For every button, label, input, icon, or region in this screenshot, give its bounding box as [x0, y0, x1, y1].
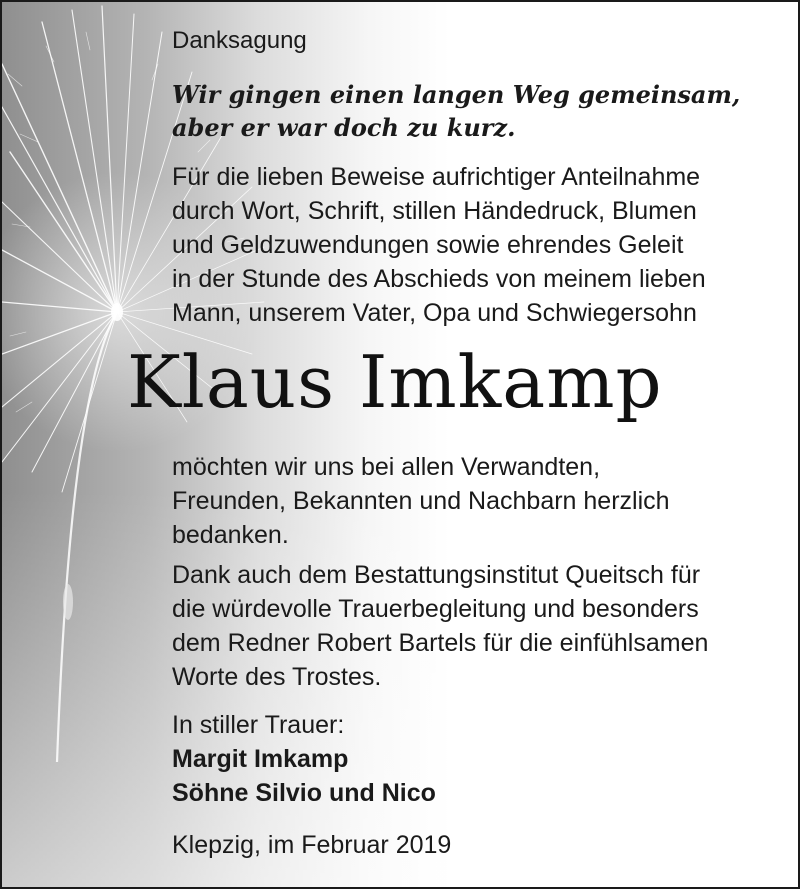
signer-name: Söhne Silvio und Nico	[172, 779, 436, 807]
heading-danksagung: Danksagung	[172, 27, 307, 54]
mourning-label: In stiller Trauer:	[172, 711, 345, 739]
paragraph-line: Worte des Trostes.	[172, 663, 382, 691]
paragraph-line: Mann, unserem Vater, Opa und Schwiegersohn	[172, 299, 697, 327]
thanks-funeral-paragraph	[172, 558, 772, 694]
paragraph-line: Für die lieben Beweise aufrichtiger Anteilnahme	[172, 163, 701, 191]
paragraph-line: Dank auch dem Bestattungsinstitut Queitsch für	[172, 561, 701, 589]
motto-quote	[172, 78, 772, 144]
signers	[172, 742, 772, 810]
deceased-name: Klaus Imkamp	[127, 340, 663, 424]
paragraph-line: durch Wort, Schrift, stillen Händedruck, Blumen	[172, 197, 697, 225]
motto-line: aber er war doch zu kurz.	[172, 113, 516, 142]
place-date: Klepzig, im Februar 2019	[172, 831, 452, 859]
paragraph-line: Freunden, Bekannten und Nachbarn herzlich	[172, 487, 670, 515]
paragraph-line: dem Redner Robert Bartels für die einfühlsamen	[172, 629, 709, 657]
motto-line: Wir gingen einen langen Weg gemeinsam,	[172, 80, 741, 109]
paragraph-line: bedanken.	[172, 521, 289, 549]
thanks-relatives-paragraph	[172, 450, 772, 552]
paragraph-line: möchten wir uns bei allen Verwandten,	[172, 453, 601, 481]
paragraph-line: in der Stunde des Abschieds von meinem lieben	[172, 265, 706, 293]
thanks-paragraph	[172, 160, 772, 330]
paragraph-line: die würdevolle Trauerbegleitung und besonders	[172, 595, 699, 623]
paragraph-line: und Geldzuwendungen sowie ehrendes Geleit	[172, 231, 684, 259]
signer-name: Margit Imkamp	[172, 745, 349, 773]
